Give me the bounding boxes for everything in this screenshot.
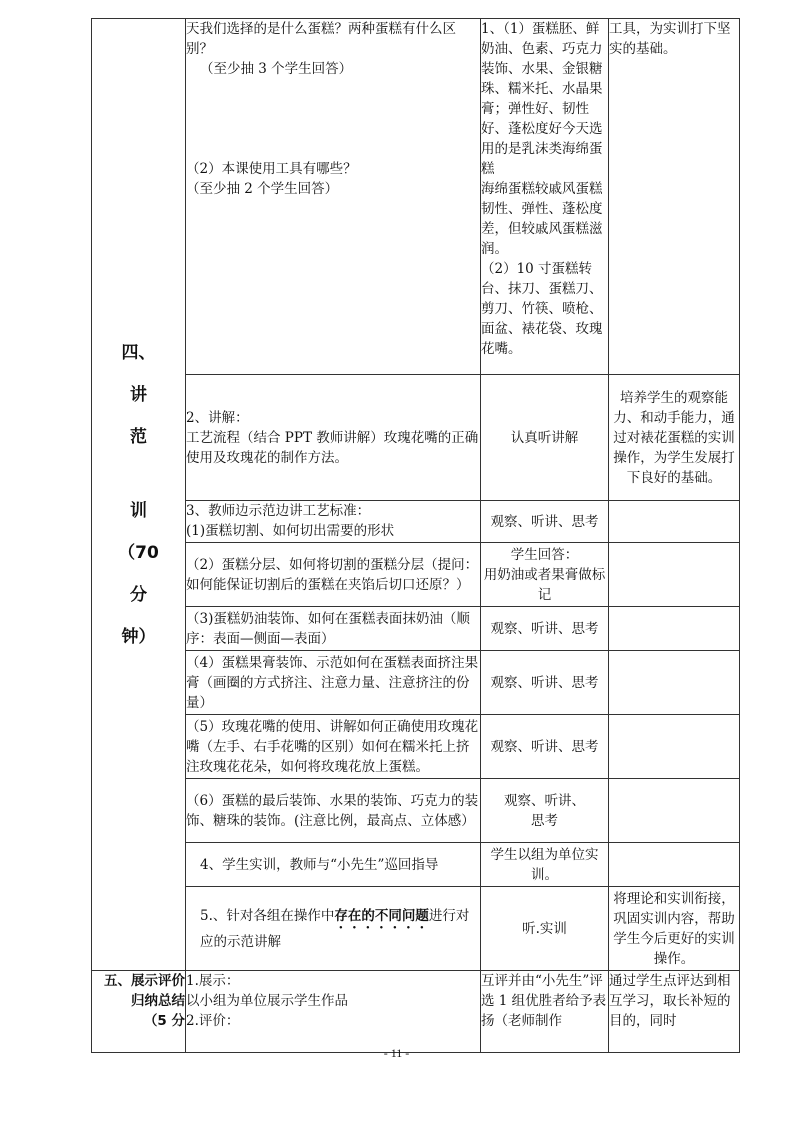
teacher-activity-cell: （5）玫瑰花嘴的使用、讲解如何正确使用玫瑰花嘴（左手、右手花嘴的区别）如何在糯米托上挤注玫瑰花花朵，如何将玫瑰花放上蛋糕。 xyxy=(186,715,481,779)
answer-text: 学生回答： xyxy=(510,546,579,563)
stage-title-line: 归纳总结 xyxy=(131,993,185,1009)
stage-title-line: 五、展示评价 xyxy=(104,973,185,989)
stage-title-line: 范 xyxy=(130,426,147,447)
stage-five-cell xyxy=(92,971,186,1053)
stage-title-line: 讲 xyxy=(130,384,147,405)
step-title: 2.评价： xyxy=(186,1013,240,1029)
stage-four-cell xyxy=(92,19,186,971)
student-activity-cell: 互评并由“小先生”评选 1 组优胜者给予表扬（老师制作 xyxy=(481,971,609,1053)
design-purpose-cell xyxy=(609,501,740,543)
student-activity-cell: 观察、听讲、思考 xyxy=(481,501,609,543)
lesson-plan-table xyxy=(91,18,740,1053)
design-purpose-cell xyxy=(609,651,740,715)
design-purpose-cell xyxy=(609,715,740,779)
stage-title-line: 四、 xyxy=(121,342,156,363)
student-activity-cell xyxy=(481,779,609,843)
stage-title-line: （5 分 xyxy=(143,1013,185,1029)
table-row xyxy=(92,19,740,375)
stage-title-line: （70 xyxy=(118,542,159,563)
table-row xyxy=(92,715,740,779)
stage-title-line: 钟） xyxy=(121,626,156,647)
teacher-activity-cell xyxy=(186,843,481,887)
student-activity-cell: 听.实训 xyxy=(481,887,609,971)
teacher-activity-cell xyxy=(186,971,481,1053)
table-row xyxy=(92,501,740,543)
step-text: 工艺流程（结合 PPT 教师讲解）玫瑰花嘴的正确使用及玫瑰花的制作方法。 xyxy=(186,429,479,466)
answer-text: 用奶油或者果膏做标记 xyxy=(483,566,606,603)
table-row xyxy=(92,651,740,715)
answer-text: 思考 xyxy=(531,812,558,829)
answer-text: 1、（1）蛋糕胚、鲜奶油、色素、巧克力装饰、水果、金银糖珠、糯米托、水晶果膏；弹性好、韧性好、蓬松度好今天选用的是乳沫类海绵蛋糕 xyxy=(481,21,603,177)
note-text: （至少抽 2 个学生回答） xyxy=(186,181,339,197)
question-text: 天我们选择的是什么蛋糕？两种蛋糕有什么区别？ xyxy=(186,21,456,57)
design-purpose-cell xyxy=(609,779,740,843)
table-row xyxy=(92,779,740,843)
answer-text: 海绵蛋糕较戚风蛋糕韧性、弹性、蓬松度差，但较戚风蛋糕滋润。 xyxy=(481,181,603,257)
teacher-activity-cell xyxy=(186,19,481,375)
table-row xyxy=(92,887,740,971)
design-purpose-cell xyxy=(609,543,740,607)
table-row xyxy=(92,607,740,651)
teacher-activity-cell: （6）蛋糕的最后装饰、水果的装饰、巧克力的装饰、糖珠的装饰。(注意比例，最高点、立体感） xyxy=(186,779,481,843)
design-purpose-cell: 工具，为实训打下坚实的基础。 xyxy=(609,19,740,375)
table-row xyxy=(92,543,740,607)
teacher-activity-cell xyxy=(186,501,481,543)
student-activity-cell: 观察、听讲、思考 xyxy=(481,715,609,779)
design-purpose-cell xyxy=(609,843,740,887)
note-text: （至少抽 3 个学生回答） xyxy=(200,61,353,77)
table-row xyxy=(92,971,740,1053)
answer-text: （2）10 寸蛋糕转台、抹刀、蛋糕刀、剪刀、竹筷、喷枪、面盆、裱花袋、玫瑰花嘴。 xyxy=(481,261,603,357)
design-purpose-cell: 将理论和实训衔接，巩固实训内容，帮助学生今后更好的实训操作。 xyxy=(609,887,740,971)
answer-text: 观察、听讲、 xyxy=(504,792,585,809)
stage-title-line: 训 xyxy=(130,500,147,521)
step-title: 1.展示： xyxy=(186,973,240,989)
step-title: 2、讲解： xyxy=(186,409,249,426)
design-purpose-cell: 通过学生点评达到相互学习，取长补短的目的，同时 xyxy=(609,971,740,1053)
design-purpose-cell xyxy=(609,607,740,651)
student-activity-cell: 认真听讲解 xyxy=(481,375,609,501)
student-activity-cell: 学生以组为单位实训。 xyxy=(481,843,609,887)
student-activity-cell xyxy=(481,19,609,375)
teacher-activity-cell: （4）蛋糕果膏装饰、示范如何在蛋糕表面挤注果膏（画圈的方式挤注、注意力量、注意挤注的份量） xyxy=(186,651,481,715)
student-activity-cell: 观察、听讲、思考 xyxy=(481,607,609,651)
emphasis-text: 存在的不同问题 xyxy=(334,907,429,924)
step-text: 4、学生实训，教师与“小先生”巡回指导 xyxy=(200,856,439,873)
step-title: 3、教师边示范边讲工艺标准： xyxy=(186,503,371,519)
step-text: 5.、针对各组在操作中 xyxy=(200,907,335,924)
teacher-activity-cell xyxy=(186,887,481,971)
student-activity-cell: 观察、听讲、思考 xyxy=(481,651,609,715)
teacher-activity-cell: （2）蛋糕分层、如何将切割的蛋糕分层（提问：如何能保证切割后的蛋糕在夹馅后切口还原？） xyxy=(186,543,481,607)
table-row xyxy=(92,843,740,887)
teacher-activity-cell xyxy=(186,375,481,501)
step-text: 以小组为单位展示学生作品 xyxy=(186,993,348,1009)
page-number: - 11 - xyxy=(383,1046,410,1060)
table-row xyxy=(92,375,740,501)
stage-title-line: 分 xyxy=(130,584,147,605)
teacher-activity-cell: （3)蛋糕奶油装饰、如何在蛋糕表面抹奶油（顺序：表面—侧面—表面） xyxy=(186,607,481,651)
question-text: （2）本课使用工具有哪些？ xyxy=(186,161,357,177)
design-purpose-cell: 培养学生的观察能力、和动手能力，通过对裱花蛋糕的实训操作，为学生发展打下良好的基础。 xyxy=(609,375,740,501)
step-text: (1)蛋糕切割、如何切出需要的形状 xyxy=(186,523,395,539)
step-text: 进行对应的示范讲解 xyxy=(200,907,470,950)
student-activity-cell xyxy=(481,543,609,607)
